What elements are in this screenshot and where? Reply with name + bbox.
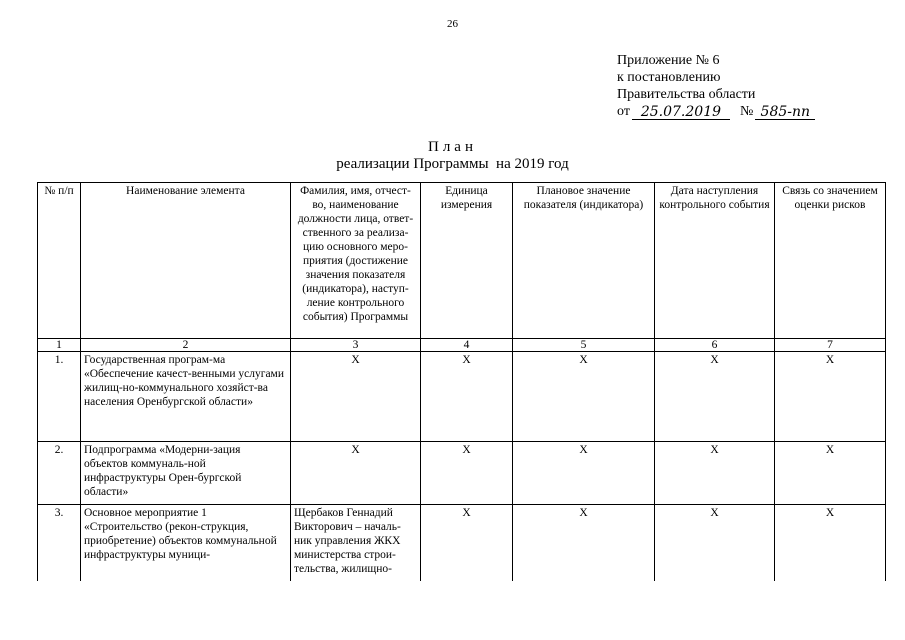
unit-cell: Х <box>421 505 513 581</box>
element-name: Государственная програм-ма «Обеспечение качест-венными услугами жилищ-но-коммунального хозяйст-ва населения Оренбургской области» <box>81 352 291 442</box>
header-planned-value: Плановое значение показателя (индикатора) <box>513 183 655 339</box>
column-number: 1 <box>38 339 81 352</box>
control-date-cell: Х <box>655 505 775 581</box>
appendix-line-1: Приложение № 6 <box>617 53 720 68</box>
handwritten-number: 585-пп <box>755 105 815 120</box>
element-name: Основное мероприятие 1 «Строительство (рекон-струкция, приобретение) объектов коммунальной инфраструктуры муници- <box>81 505 291 581</box>
element-name: Подпрограмма «Модерни-зация объектов коммуналь-ной инфраструктуры Орен-бургской области» <box>81 442 291 505</box>
table-row <box>38 505 886 581</box>
appendix-block <box>617 52 897 120</box>
header-responsible: Фамилия, имя, отчест-во, наименование должности лица, ответ-ственного за реализа-цию основного меро-приятия (достижение значения показателя (индикатора), наступ-ление контрольного события) Программы <box>291 183 421 339</box>
table-header-row <box>38 183 886 339</box>
responsible-cell: Щербаков Геннадий Викторович – началь-ник управления ЖКХ министерства строи-тельства, жилищно- <box>291 505 421 581</box>
plan-table <box>37 182 886 581</box>
column-number: 6 <box>655 339 775 352</box>
appendix-line-2: к постановлению <box>617 70 721 85</box>
header-unit: Единица измерения <box>421 183 513 339</box>
column-number-row <box>38 339 886 352</box>
column-number: 2 <box>81 339 291 352</box>
plan-subtitle: реализации Программы на 2019 год <box>336 156 569 172</box>
row-number: 1. <box>38 352 81 442</box>
table-row <box>38 352 886 442</box>
planned-value-cell: Х <box>513 505 655 581</box>
header-num: № п/п <box>38 183 81 339</box>
header-element-name: Наименование элемента <box>81 183 291 339</box>
column-number: 3 <box>291 339 421 352</box>
date-prefix: от <box>617 104 630 119</box>
risk-link-cell: Х <box>775 442 886 505</box>
row-number: 3. <box>38 505 81 581</box>
planned-value-cell: Х <box>513 442 655 505</box>
header-risk-link: Связь со значением оценки рисков <box>775 183 886 339</box>
handwritten-date: 25.07.2019 <box>632 105 730 120</box>
header-control-date: Дата наступления контрольного события <box>655 183 775 339</box>
column-number: 7 <box>775 339 886 352</box>
column-number: 4 <box>421 339 513 352</box>
row-number: 2. <box>38 442 81 505</box>
page-number: 26 <box>447 18 458 30</box>
unit-cell: Х <box>421 442 513 505</box>
control-date-cell: Х <box>655 352 775 442</box>
planned-value-cell: Х <box>513 352 655 442</box>
unit-cell: Х <box>421 352 513 442</box>
table-row <box>38 442 886 505</box>
control-date-cell: Х <box>655 442 775 505</box>
risk-link-cell: Х <box>775 352 886 442</box>
appendix-line-3: Правительства области <box>617 87 756 102</box>
column-number: 5 <box>513 339 655 352</box>
number-prefix: № <box>739 104 754 119</box>
responsible-cell: Х <box>291 442 421 505</box>
plan-title: План <box>427 139 477 155</box>
resolution-date-row <box>617 103 897 120</box>
risk-link-cell: Х <box>775 505 886 581</box>
responsible-cell: Х <box>291 352 421 442</box>
